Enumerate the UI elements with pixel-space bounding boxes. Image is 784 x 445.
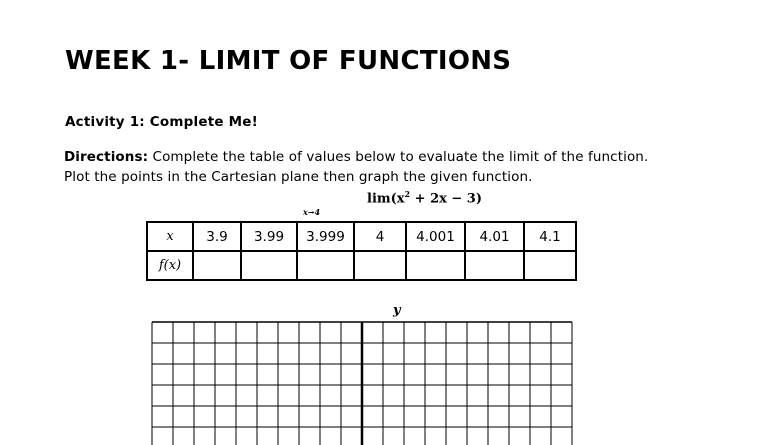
fx-value-cell[interactable] (241, 251, 297, 280)
x-row (147, 222, 576, 251)
limit-lim: lim (367, 191, 391, 207)
directions-line-2: Plot the points in the Cartesian plane then graph the given function. (64, 169, 533, 185)
limit-open: (x (390, 191, 405, 207)
directions-text-1: Complete the table of values below to evaluate the limit of the function. (148, 149, 649, 165)
limit-rest: + 2x − 3) (410, 191, 483, 207)
directions-line-1 (64, 147, 648, 167)
x-value-cell: 3.99 (241, 222, 297, 251)
x-value-cell: 4.01 (465, 222, 524, 251)
page-title: WEEK 1- LIMIT OF FUNCTIONS (65, 46, 512, 76)
fx-value-cell[interactable] (193, 251, 241, 280)
fx-row (147, 251, 576, 280)
fx-value-cell[interactable] (524, 251, 576, 280)
x-value-cell: 4.001 (406, 222, 465, 251)
fx-value-cell[interactable] (297, 251, 354, 280)
limit-expression (367, 189, 482, 206)
cartesian-grid (150, 320, 575, 445)
x-header-cell: x (147, 222, 193, 251)
x-value-cell: 4 (354, 222, 406, 251)
y-axis-label: y (393, 303, 401, 318)
x-value-cell: 4.1 (524, 222, 576, 251)
fx-value-cell[interactable] (465, 251, 524, 280)
fx-value-cell[interactable] (354, 251, 406, 280)
limit-exponent: 2 (404, 189, 411, 199)
activity-heading: Activity 1: Complete Me! (65, 114, 258, 130)
x-value-cell: 3.999 (297, 222, 354, 251)
directions-label: Directions: (64, 149, 149, 165)
fx-header-cell: f(x) (147, 251, 193, 280)
fx-value-cell[interactable] (406, 251, 465, 280)
directions-text (64, 147, 648, 187)
table-of-values (146, 221, 577, 281)
x-value-cell: 3.9 (193, 222, 241, 251)
limit-subscript: x→4 (303, 207, 321, 217)
